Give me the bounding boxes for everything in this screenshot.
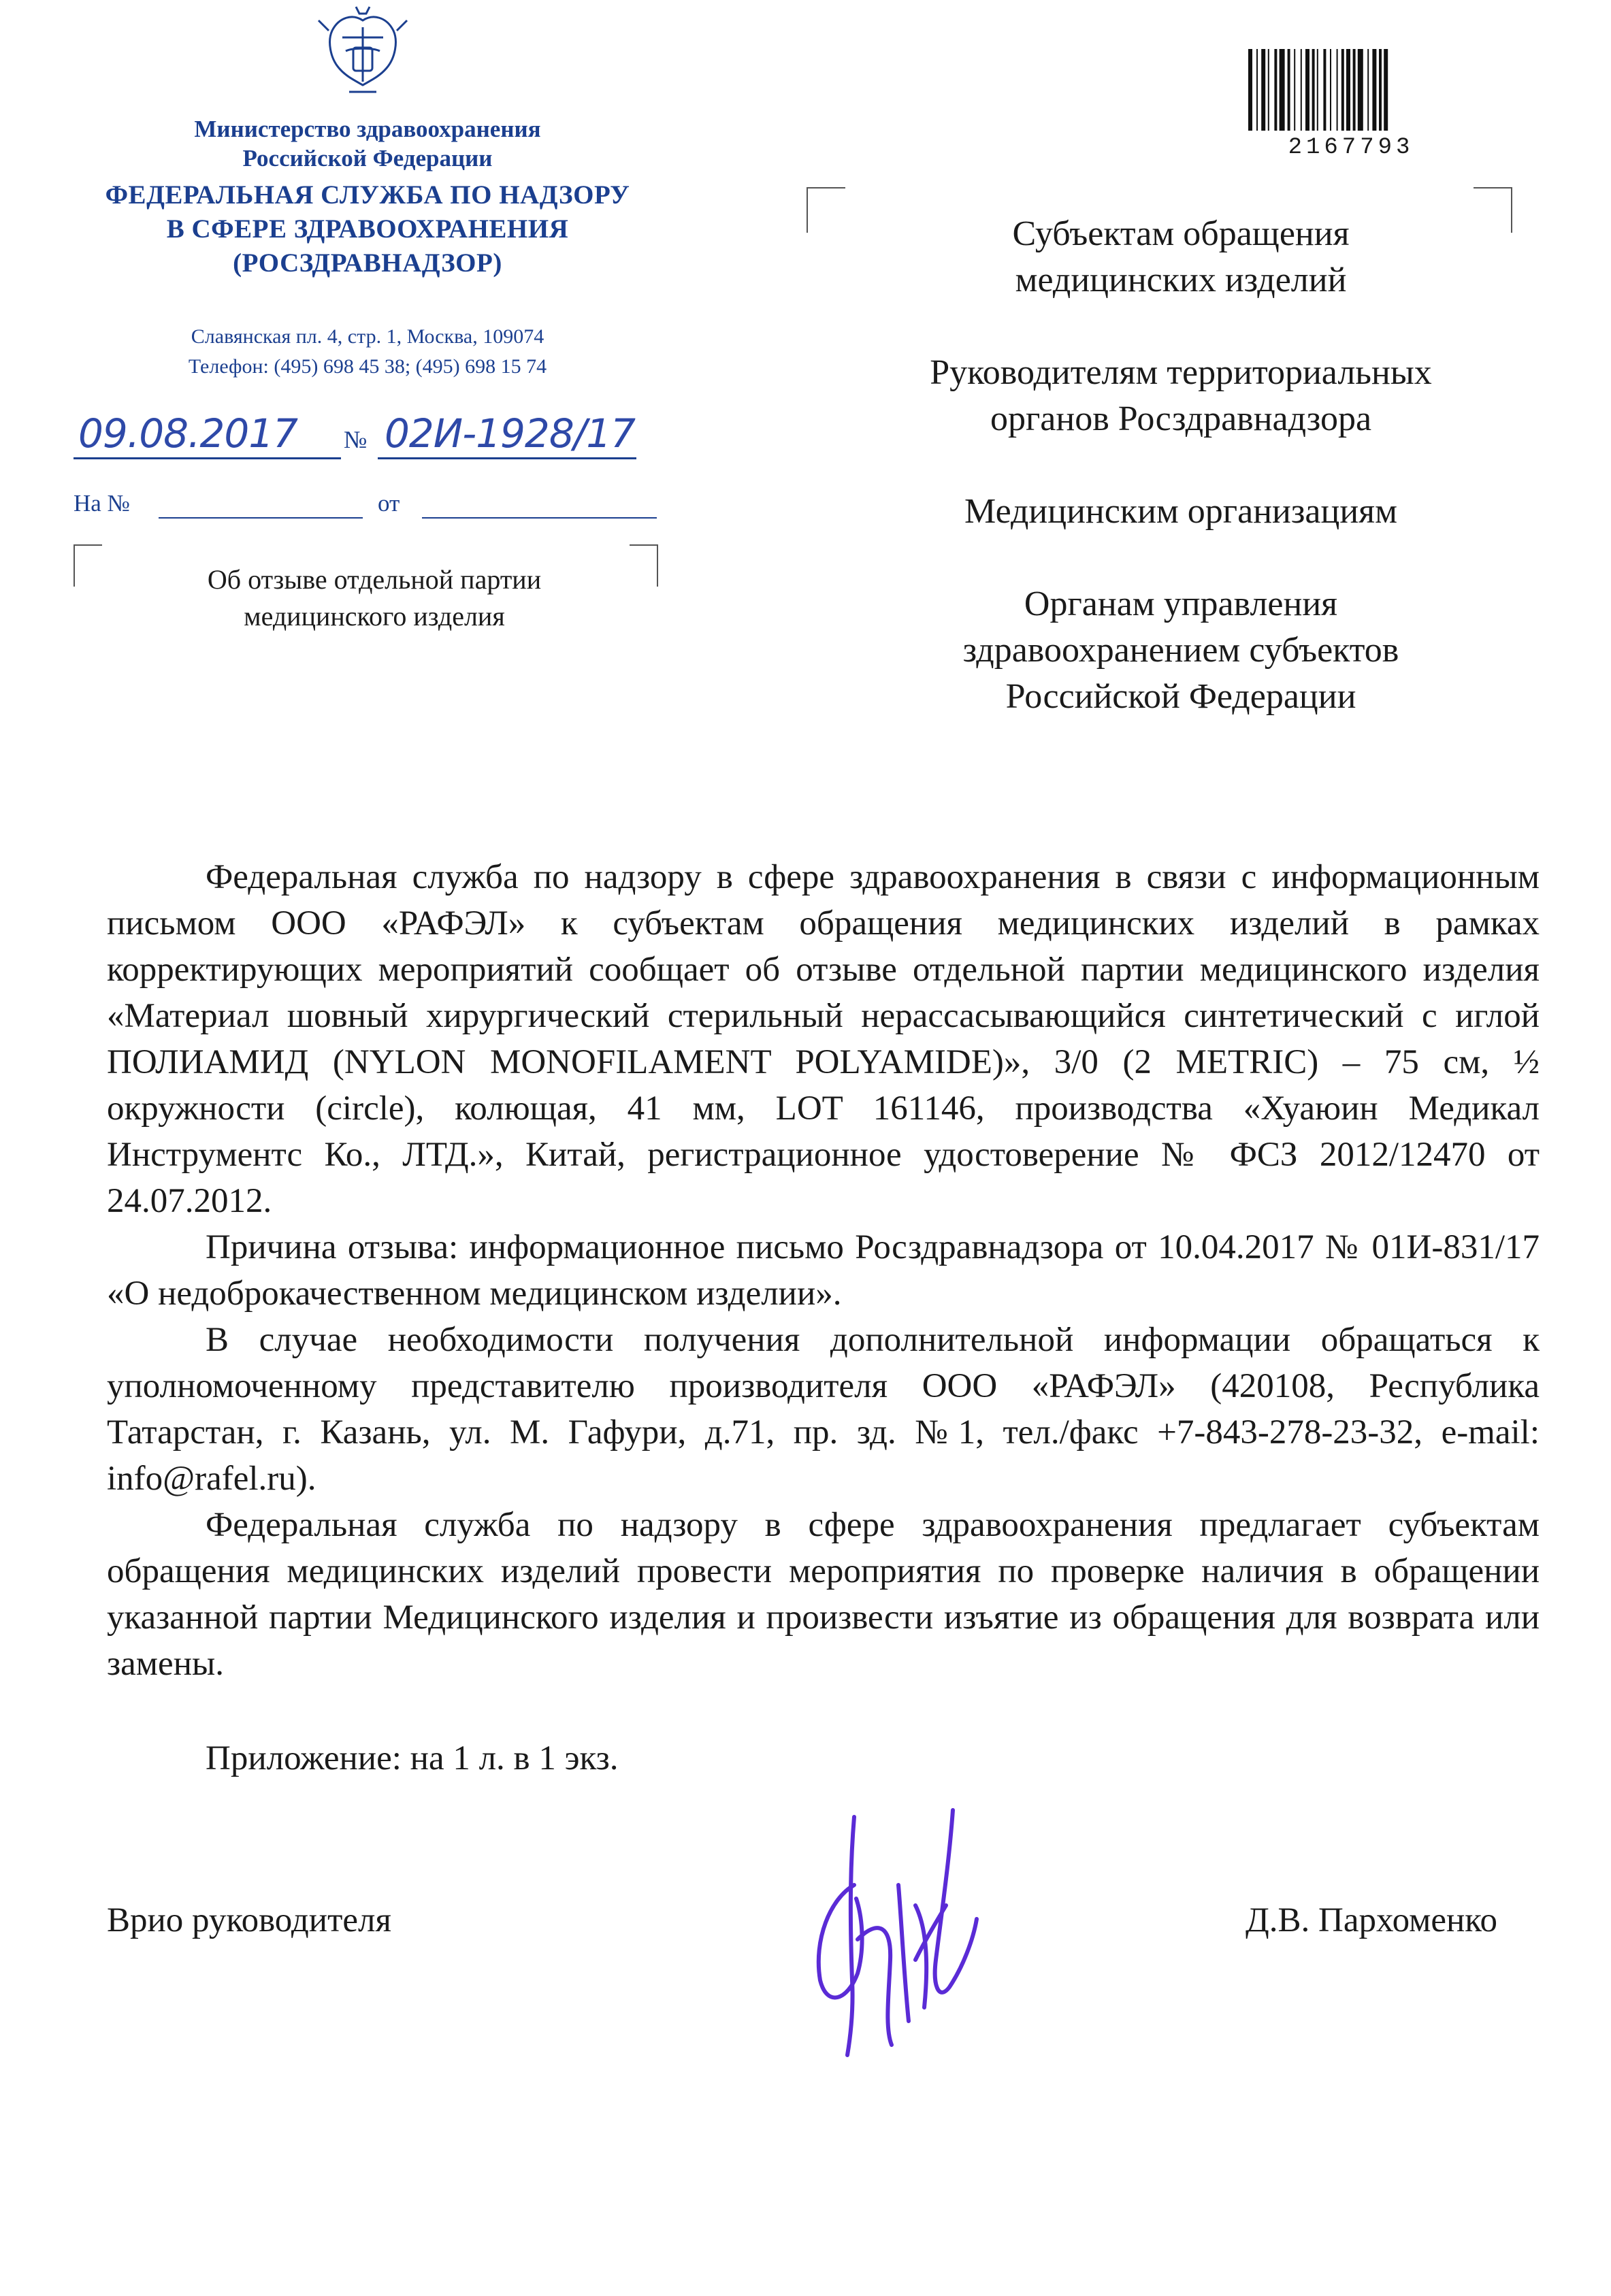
addressee-corner-left (807, 187, 845, 233)
handwritten-signature (790, 1803, 1007, 2062)
registration-number-underline (378, 457, 636, 459)
barcode-number: 2167793 (1288, 135, 1414, 161)
barcode-bar (1288, 49, 1290, 131)
barcode-bar (1384, 49, 1388, 131)
ministry-line-1: Министерство здравоохранения (194, 116, 541, 142)
from-label: от (378, 490, 400, 516)
ministry-line-2: Российской Федерации (242, 145, 493, 171)
barcode-bar (1301, 49, 1302, 131)
registration-number: 02И-1928/17 (385, 410, 636, 457)
barcode-bar (1367, 49, 1369, 131)
reply-to-blank-line (159, 517, 363, 519)
barcode-bar (1337, 49, 1338, 131)
addressee-corner-right (1474, 187, 1512, 233)
addressee-3: Медицинским организациям (964, 492, 1397, 531)
barcode (1246, 49, 1443, 137)
addressee-4: Органам управления здравоохранением субъектов Российской Федерации (962, 585, 1399, 716)
service-line-1: ФЕДЕРАЛЬНАЯ СЛУЖБА ПО НАДЗОРУ (105, 180, 630, 210)
barcode-bar (1317, 49, 1318, 131)
service-line-3: (РОСЗДРАВНАДЗОР) (233, 248, 502, 278)
signatory-name: Д.В. Пархоменко (1246, 1901, 1497, 1939)
body-paragraph-2: Причина отзыва: информационное письмо Росздравнадзора от 10.04.2017 № 01И-831/17 «О недоброкачественном медицинском изделии». (107, 1228, 1540, 1313)
barcode-bar (1330, 49, 1331, 131)
barcode-bar (1358, 49, 1363, 131)
body-paragraph-1: Федеральная служба по надзору в сфере здравоохранения в связи с информационным письмом ООО «РАФЭЛ» к субъектам обращения медицинских изделий в рамках корректирующих мероприятий сообщает об отзыве отдельной партии медицинского изделия «Материал шовный хирургический стерильный нерассасывающийся синтетический с иглой ПОЛИАМИД (NYLON MONOFILAMENT POLYAMIDE)», 3/0 (2 METRIC) – 75 см, ½ окружности (circle), колющая, 41 мм, LOT 161146, производства «Хуаюин Медикал Инструментс Ко., ЛТД.», Китай, регистрационное удостоверение № ФСЗ 2012/12470 от 24.07.2012. (107, 858, 1540, 1220)
registration-date: 09.08.2017 (78, 410, 298, 457)
barcode-bar (1312, 49, 1315, 131)
barcode-bar (1305, 49, 1309, 131)
coat-of-arms-emblem (315, 0, 410, 102)
barcode-bar (1379, 49, 1382, 131)
barcode-bar (1346, 49, 1350, 131)
subject-line-2: медицинского изделия (244, 601, 505, 632)
letterhead-contacts (102, 322, 633, 382)
subject-corner-left (74, 544, 102, 587)
body-paragraph-3: В случае необходимости получения дополнительной информации обращаться к уполномоченному представителю производителя ООО «РАФЭЛ» (420108, Республика Татарстан, г. Казань, ул. М. Гафури, д.71, пр. зд. №1, тел./факс +7-843-278-23-32, e-mail: info@rafel.ru). (107, 1321, 1540, 1498)
barcode-bar (1372, 49, 1376, 131)
subject-corner-right (630, 544, 658, 587)
letter-body (107, 854, 1540, 1687)
barcode-bar (1274, 49, 1277, 131)
barcode-bar (1341, 49, 1344, 131)
barcode-bar (1294, 49, 1295, 131)
letter-subject (129, 561, 619, 635)
barcode-bar (1261, 49, 1265, 131)
body-paragraph-4: Федеральная служба по надзору в сфере здравоохранения предлагает субъектам обращения медицинских изделий провести мероприятия по проверке наличия в обращении указанной партии Медицинского изделия и произвести изъятие из обращения для возврата или замены. (107, 1506, 1540, 1683)
subject-line-1: Об отзыве отдельной партии (207, 564, 542, 595)
addressee-1: Субъектам обращения медицинских изделий (1012, 214, 1350, 299)
service-line-2: В СФЕРЕ ЗДРАВООХРАНЕНИЯ (166, 214, 569, 244)
reply-to-label: На № (74, 490, 130, 516)
registration-number-sign: № (344, 426, 368, 453)
barcode-bar (1323, 49, 1326, 131)
barcode-bar (1248, 49, 1252, 131)
letterhead-address: Славянская пл. 4, стр. 1, Москва, 109074 (191, 325, 544, 348)
service-name (68, 178, 667, 280)
signatory-position: Врио руководителя (107, 1901, 391, 1939)
barcode-bar (1280, 49, 1285, 131)
addressee-2: Руководителям территориальных органов Росздравнадзора (930, 353, 1432, 438)
from-blank-line (422, 517, 657, 519)
barcode-bar (1353, 49, 1356, 131)
addressee-block (909, 211, 1453, 766)
ministry-name (123, 114, 613, 173)
registration-date-underline (74, 457, 341, 459)
letterhead-phone: Телефон: (495) 698 45 38; (495) 698 15 74 (188, 355, 547, 378)
barcode-bar (1256, 49, 1258, 131)
appendix-note: Приложение: на 1 л. в 1 экз. (206, 1739, 619, 1777)
barcode-bar (1268, 49, 1269, 131)
